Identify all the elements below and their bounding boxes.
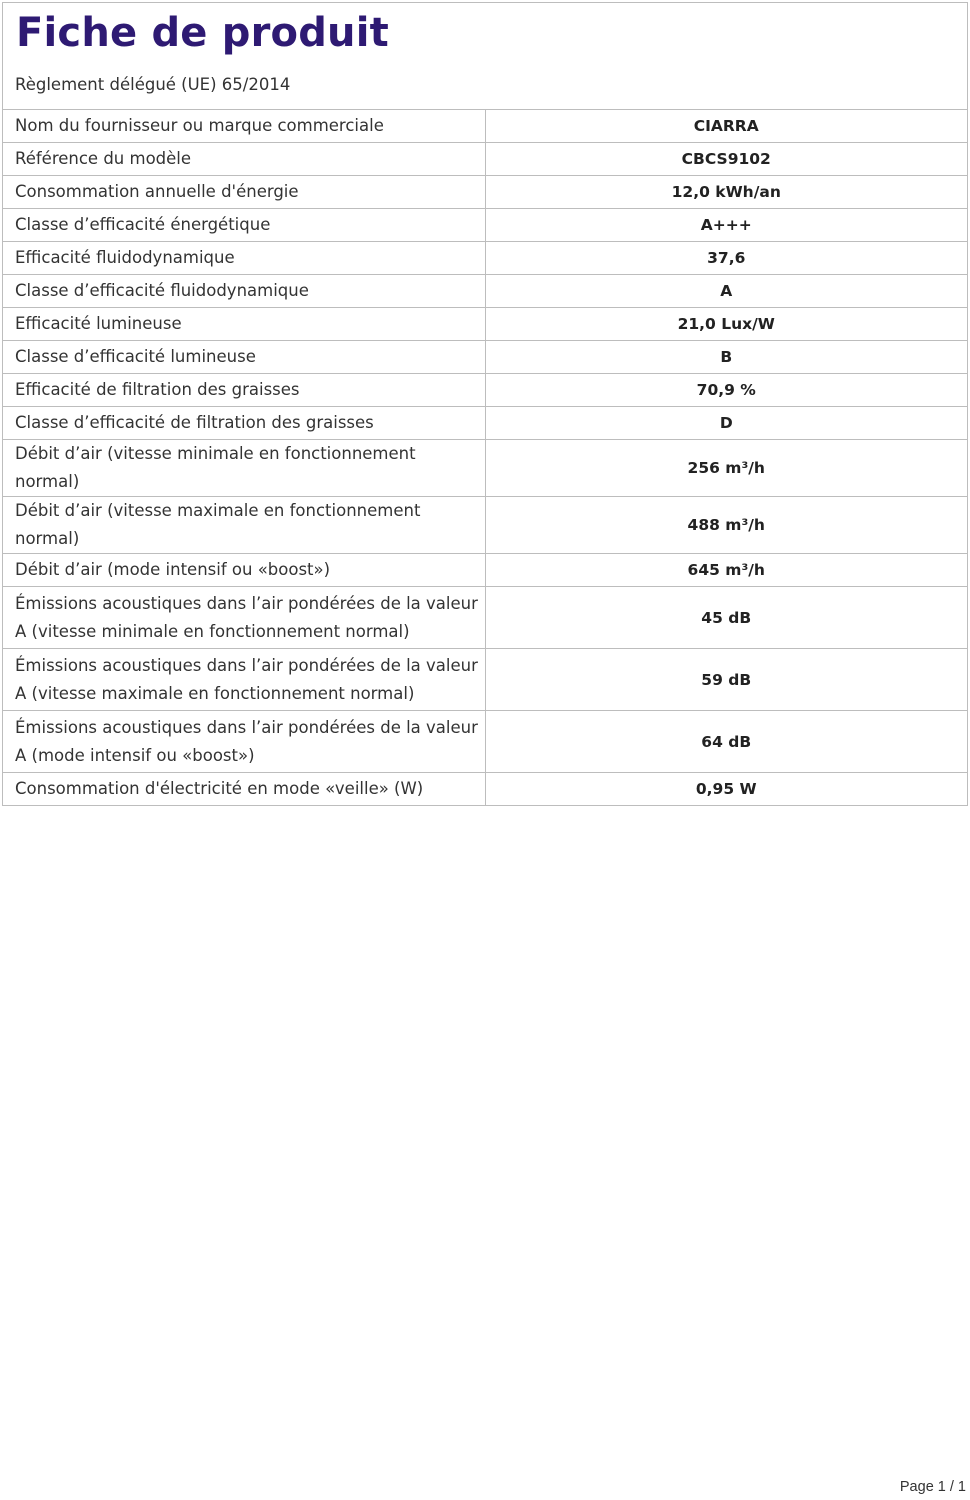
row-value: 256 m³/h [485, 440, 967, 497]
row-label: Émissions acoustiques dans l’air pondérées de la valeur A (vitesse maximale en fonctionnement normal) [3, 649, 485, 711]
table-row [3, 143, 967, 176]
regulation-subtitle: Règlement délégué (UE) 65/2014 [3, 64, 967, 110]
page-title: Fiche de produit [16, 10, 389, 56]
row-label: Efficacité lumineuse [3, 308, 485, 341]
table-row [3, 275, 967, 308]
row-value: D [485, 407, 967, 440]
table-row [3, 554, 967, 587]
table-row [3, 374, 967, 407]
row-label: Classe d’efficacité fluidodynamique [3, 275, 485, 308]
row-label: Émissions acoustiques dans l’air pondérées de la valeur A (mode intensif ou «boost») [3, 711, 485, 773]
row-value: CIARRA [485, 110, 967, 143]
row-label: Débit d’air (vitesse maximale en fonctionnement normal) [3, 497, 485, 554]
table-row [3, 773, 967, 806]
table-row [3, 407, 967, 440]
row-label: Émissions acoustiques dans l’air pondérées de la valeur A (vitesse minimale en fonctionnement normal) [3, 587, 485, 649]
table-row [3, 176, 967, 209]
row-value: B [485, 341, 967, 374]
row-value: 59 dB [485, 649, 967, 711]
row-value: 64 dB [485, 711, 967, 773]
table-row [3, 209, 967, 242]
product-sheet [2, 2, 968, 806]
row-value: 488 m³/h [485, 497, 967, 554]
row-label: Nom du fournisseur ou marque commerciale [3, 110, 485, 143]
row-value: 645 m³/h [485, 554, 967, 587]
table-row [3, 242, 967, 275]
row-value: A [485, 275, 967, 308]
row-value: A+++ [485, 209, 967, 242]
row-value: 21,0 Lux/W [485, 308, 967, 341]
row-label: Classe d’efficacité lumineuse [3, 341, 485, 374]
table-row [3, 497, 967, 554]
table-row [3, 110, 967, 143]
row-label: Consommation d'électricité en mode «veille» (W) [3, 773, 485, 806]
table-row [3, 711, 967, 773]
row-label: Classe d’efficacité énergétique [3, 209, 485, 242]
row-value: 45 dB [485, 587, 967, 649]
row-label: Consommation annuelle d'énergie [3, 176, 485, 209]
row-value: CBCS9102 [485, 143, 967, 176]
row-label: Référence du modèle [3, 143, 485, 176]
row-label: Débit d’air (mode intensif ou «boost») [3, 554, 485, 587]
row-label: Efficacité de filtration des graisses [3, 374, 485, 407]
row-value: 0,95 W [485, 773, 967, 806]
table-row [3, 308, 967, 341]
page-number: Page 1 / 1 [899, 1479, 966, 1495]
row-value: 12,0 kWh/an [485, 176, 967, 209]
row-label: Efficacité fluidodynamique [3, 242, 485, 275]
table-row [3, 587, 967, 649]
spec-table [3, 110, 967, 806]
row-label: Classe d’efficacité de filtration des graisses [3, 407, 485, 440]
table-row [3, 649, 967, 711]
table-row [3, 341, 967, 374]
row-value: 70,9 % [485, 374, 967, 407]
table-row [3, 440, 967, 497]
row-label: Débit d’air (vitesse minimale en fonctionnement normal) [3, 440, 485, 497]
row-value: 37,6 [485, 242, 967, 275]
